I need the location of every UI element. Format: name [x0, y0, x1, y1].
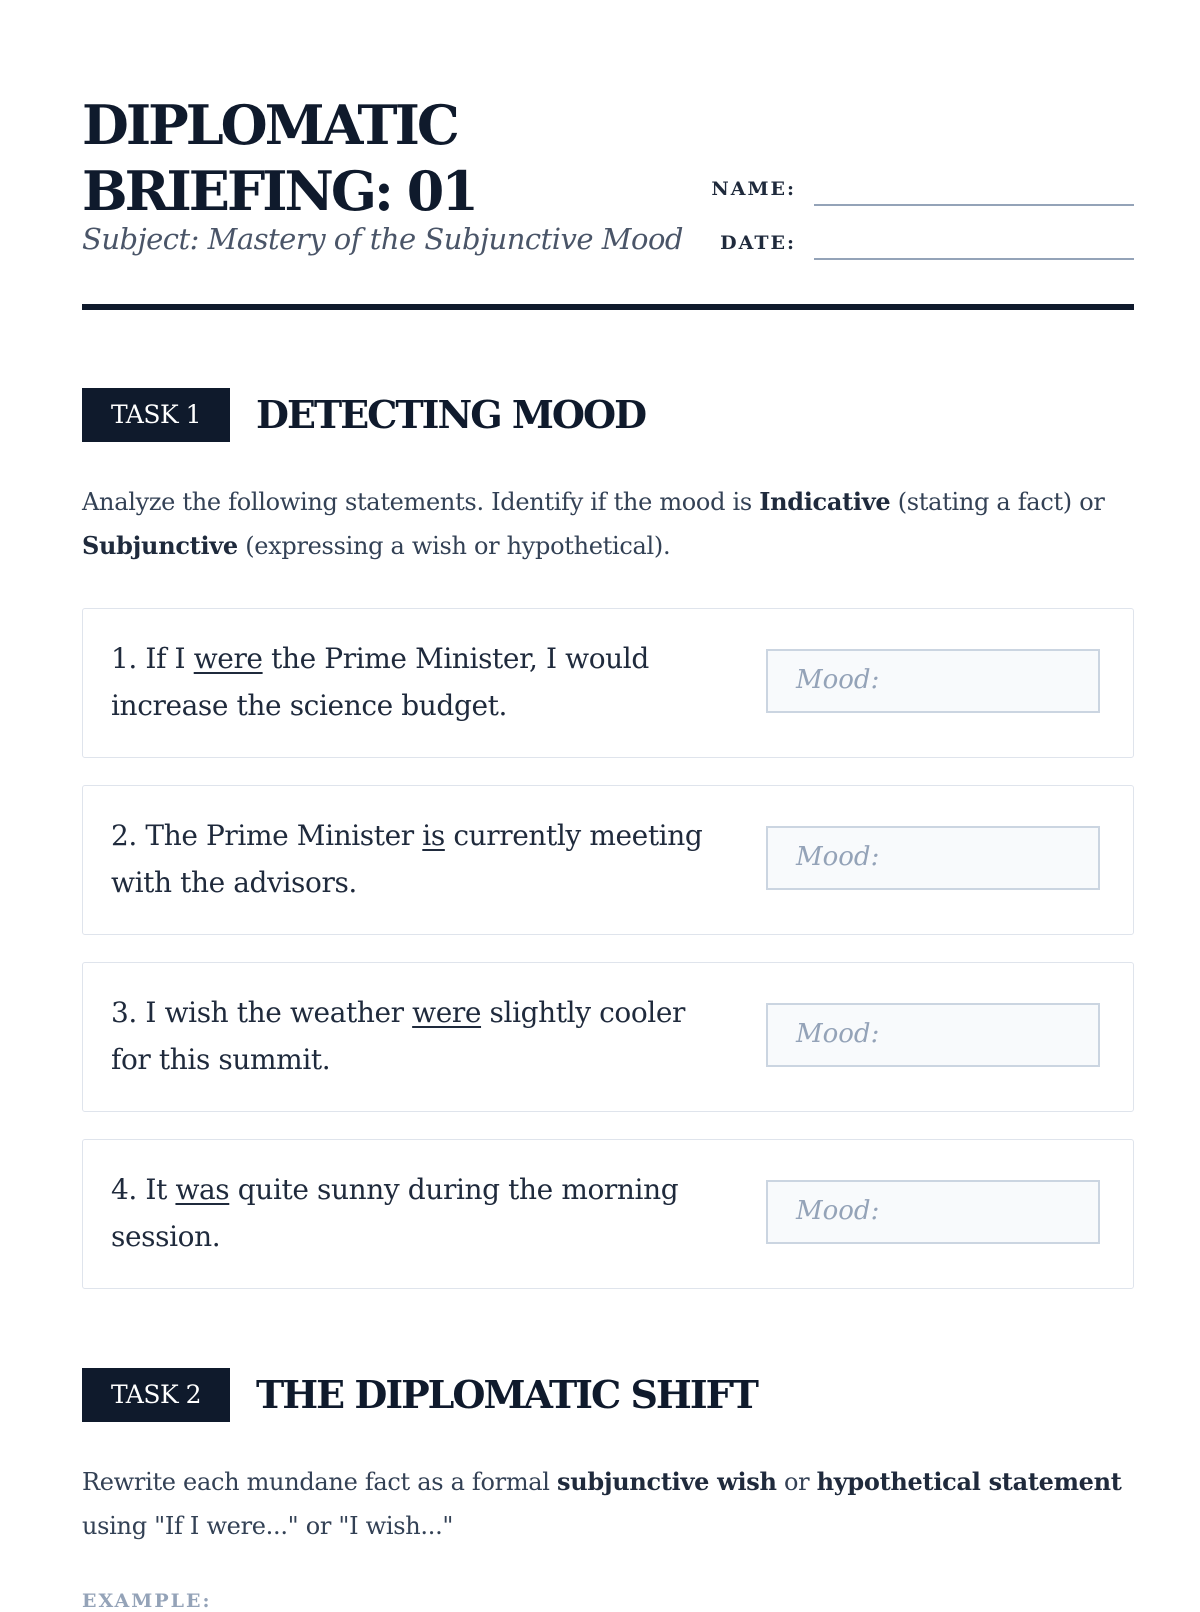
- mood-item-4-after: quite sunny during the morning session.: [111, 1173, 679, 1253]
- mood-item-1-verb: were: [193, 642, 263, 675]
- task-1-instructions-text-3: (expressing a wish or hypothetical).: [237, 532, 671, 560]
- mood-item-2-before: 2. The Prime Minister: [111, 819, 423, 852]
- page-title: [82, 92, 702, 224]
- task-2-heading: [82, 1368, 1134, 1422]
- example-label: EXAMPLE:: [82, 1590, 212, 1612]
- task-2-title: THE DIPLOMATIC SHIFT: [256, 1372, 757, 1417]
- task-2-instructions-text-1: Rewrite each mundane fact as a formal: [82, 1468, 557, 1496]
- task-1-heading: [82, 388, 1134, 442]
- mood-item-3-text: [111, 989, 731, 1083]
- mood-item-4-text: [111, 1166, 731, 1260]
- task-2-instructions-bold-1: subjunctive wish: [557, 1467, 777, 1496]
- mood-item-2-input[interactable]: Mood:: [766, 826, 1100, 890]
- task-1-instructions: [82, 480, 1134, 568]
- name-line[interactable]: [814, 204, 1134, 206]
- mood-item-1-text: [111, 635, 731, 729]
- name-label: NAME:: [711, 178, 796, 200]
- mood-item-3-input[interactable]: Mood:: [766, 1003, 1100, 1067]
- header-divider: [82, 304, 1134, 310]
- worksheet-header: [82, 92, 1134, 310]
- mood-item-1-after: the Prime Minister, I would increase the science budget.: [111, 642, 649, 722]
- date-field: [714, 226, 1134, 266]
- mood-item-3-before: 3. I wish the weather: [111, 996, 413, 1029]
- title-line-1: DIPLOMATIC: [82, 93, 457, 157]
- date-label: DATE:: [720, 232, 796, 254]
- mood-item-4-before: 4. It: [111, 1173, 176, 1206]
- date-line[interactable]: [814, 258, 1134, 260]
- mood-item-4-verb: was: [175, 1173, 230, 1206]
- task-2-instructions-text-2: or: [776, 1468, 817, 1496]
- mood-item-3: [82, 962, 1134, 1112]
- mood-item-3-after: slightly cooler for this summit.: [111, 996, 686, 1076]
- mood-item-1-input[interactable]: Mood:: [766, 649, 1100, 713]
- task-1-instructions-text-2: (stating a fact) or: [890, 488, 1105, 516]
- mood-item-1: [82, 608, 1134, 758]
- name-field: [711, 172, 1134, 212]
- mood-item-4-input[interactable]: Mood:: [766, 1180, 1100, 1244]
- task-2-badge: TASK 2: [82, 1368, 230, 1422]
- page-subtitle: Subject: Mastery of the Subjunctive Mood: [82, 222, 683, 256]
- mood-item-2-text: [111, 812, 731, 906]
- task-2-instructions: [82, 1460, 1134, 1548]
- task-1-instructions-text-1: Analyze the following statements. Identify if the mood is: [82, 488, 760, 516]
- task-2-instructions-bold-2: hypothetical statement: [816, 1467, 1122, 1496]
- task-2-instructions-text-3: using "If I were..." or "I wish...": [82, 1512, 454, 1540]
- mood-item-2: [82, 785, 1134, 935]
- mood-item-2-after: currently meeting with the advisors.: [111, 819, 703, 899]
- mood-item-2-verb: is: [422, 819, 445, 852]
- task-1-instructions-bold-1: Indicative: [759, 487, 891, 516]
- mood-item-1-before: 1. If I: [111, 642, 194, 675]
- task-1-instructions-bold-2: Subjunctive: [82, 531, 238, 560]
- task-1-badge: TASK 1: [82, 388, 230, 442]
- mood-item-3-verb: were: [412, 996, 482, 1029]
- task-1-title: DETECTING MOOD: [256, 392, 646, 437]
- mood-item-4: [82, 1139, 1134, 1289]
- title-line-2: BRIEFING: 01: [82, 159, 476, 223]
